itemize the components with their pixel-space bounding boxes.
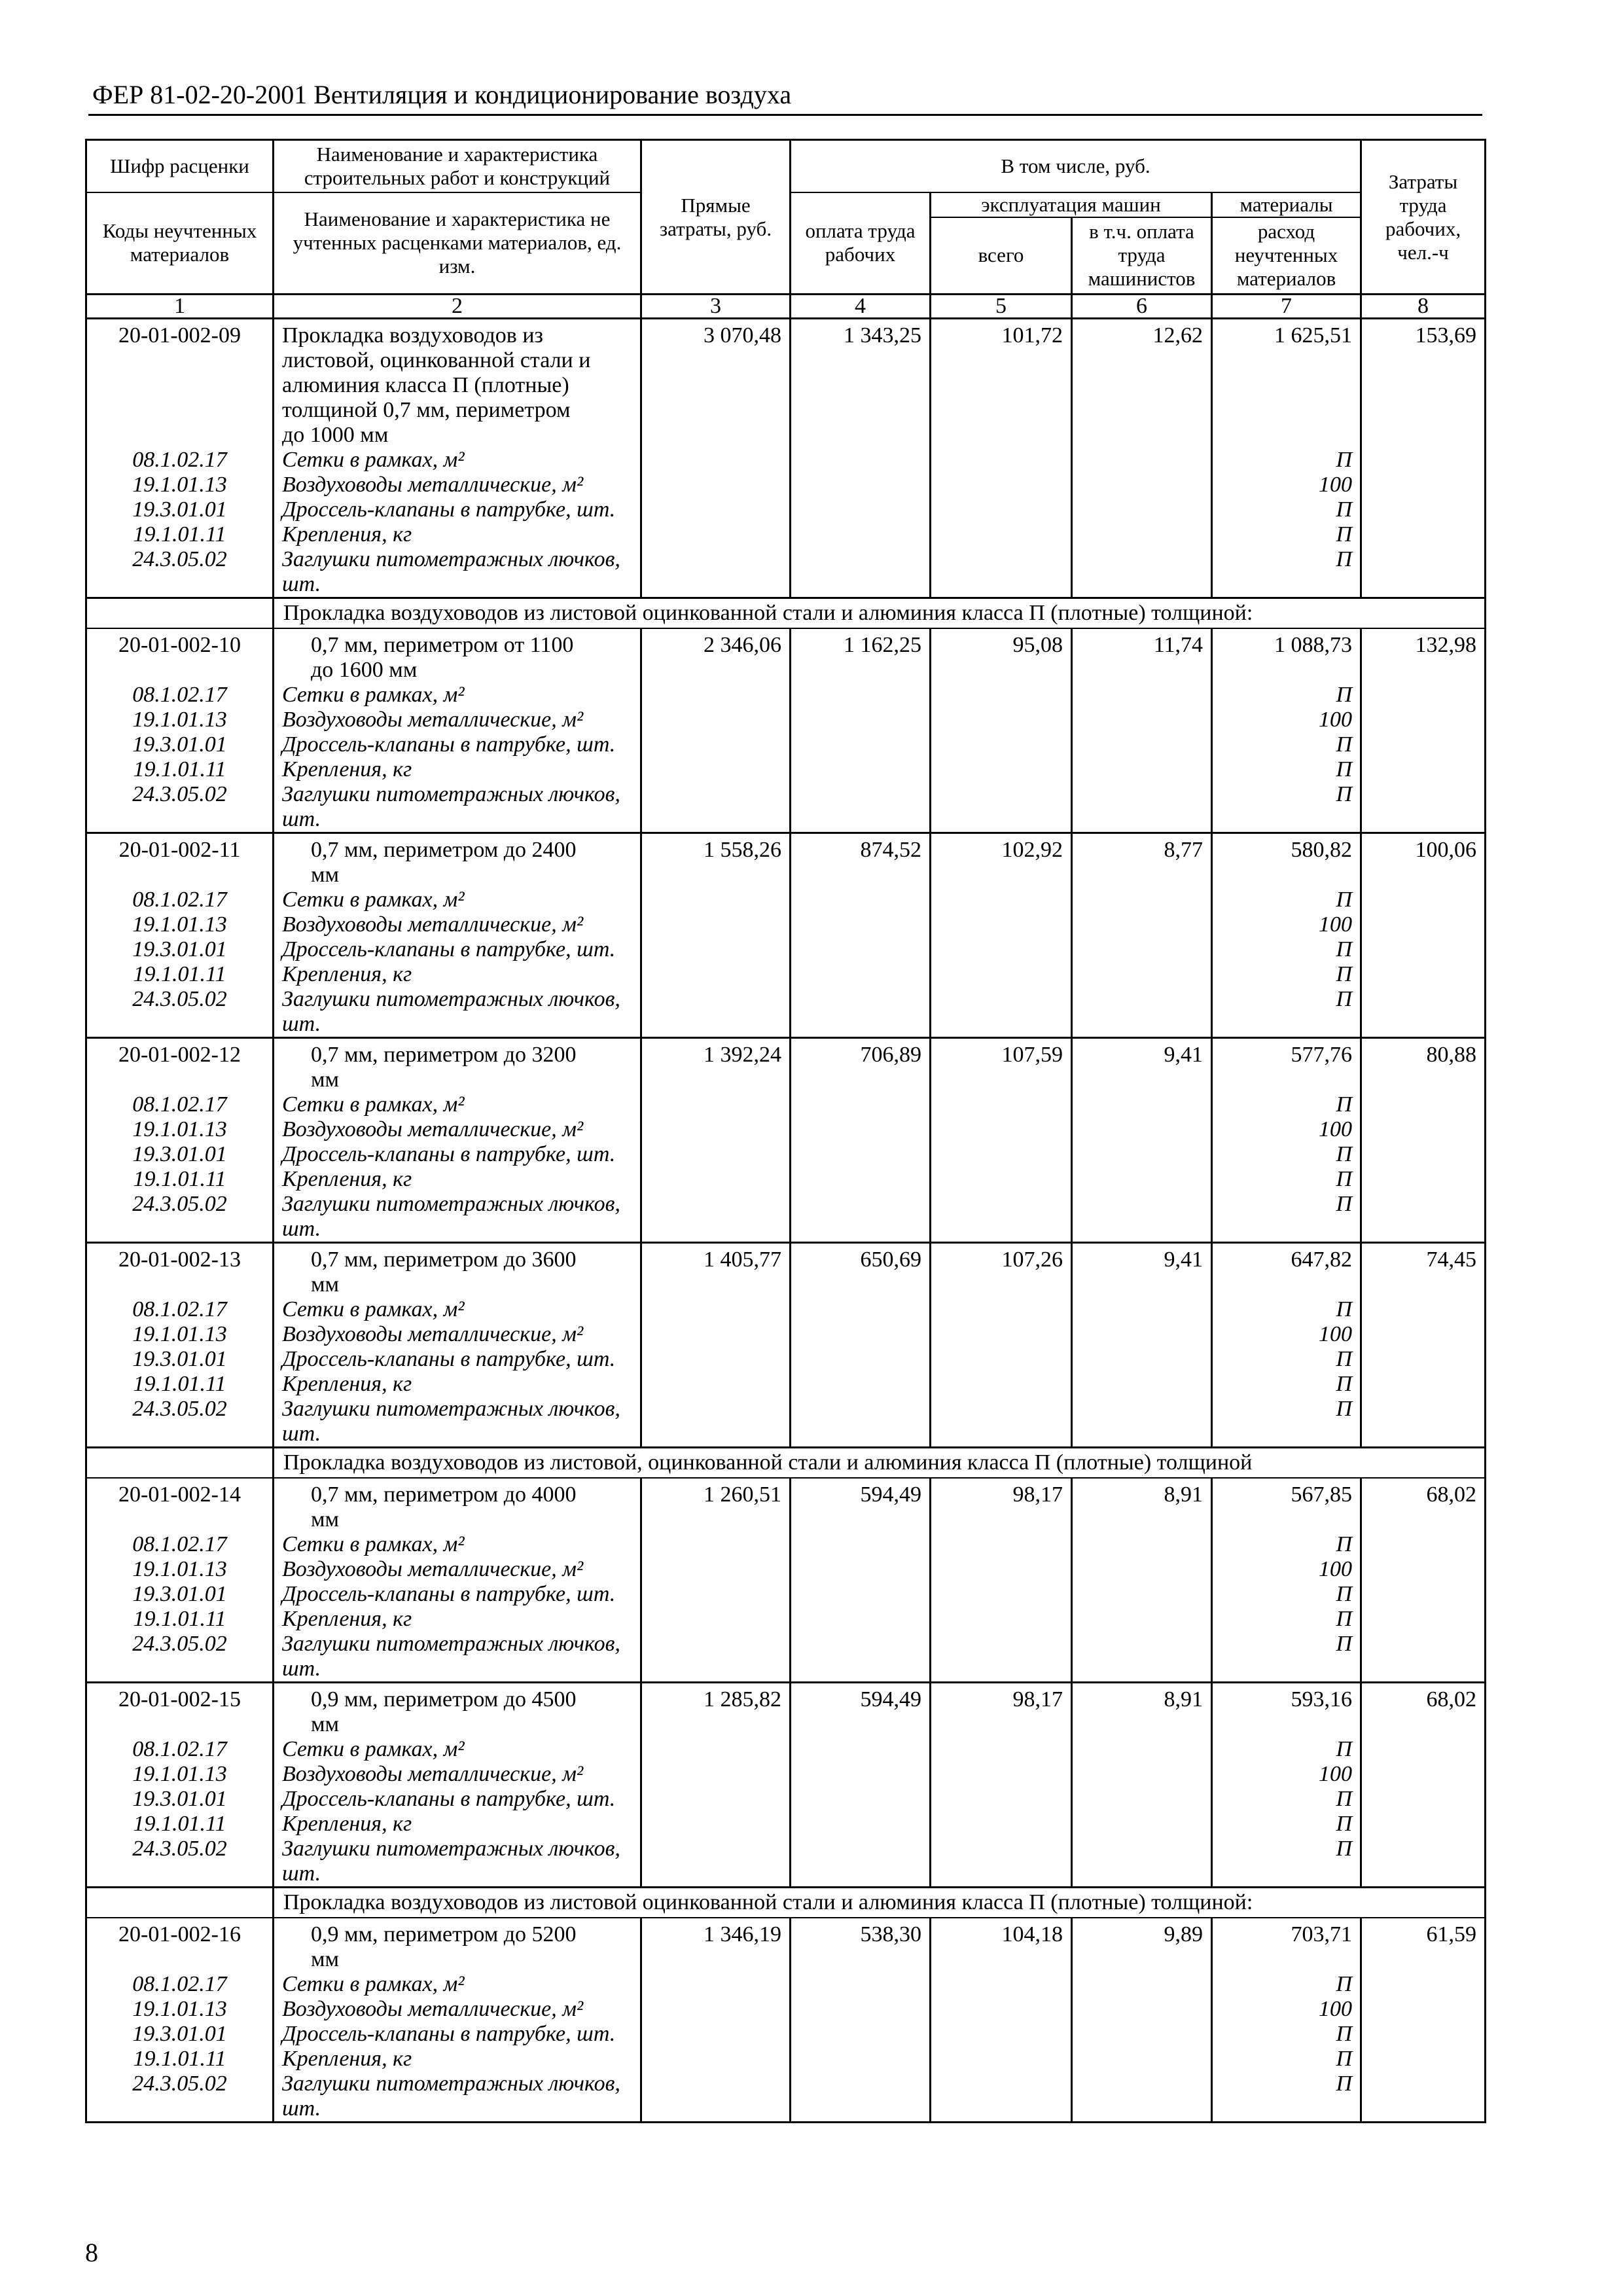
material-consumption (1212, 807, 1361, 833)
material-code: 08.1.02.17 (86, 1297, 274, 1322)
material-name: Заглушки питометражных лючков, (274, 1837, 641, 1861)
materials-cost: 567,85 (1212, 1478, 1361, 1532)
material-code: 08.1.02.17 (86, 448, 274, 473)
material-code (86, 1012, 274, 1038)
materials-cost: 1 088,73 (1212, 628, 1361, 683)
direct-cost: 1 285,82 (641, 1683, 791, 1888)
material-name: Сетки в рамках, м² (274, 1737, 641, 1762)
operators-pay: 9,89 (1072, 1918, 1212, 2123)
material-code (86, 572, 274, 598)
machine-cost: 101,72 (931, 319, 1072, 598)
material-code: 08.1.02.17 (86, 1532, 274, 1557)
material-consumption: П (1212, 1167, 1361, 1192)
material-consumption: П (1212, 2047, 1361, 2072)
material-code: 24.3.05.02 (86, 1837, 274, 1861)
material-name: шт. (274, 1217, 641, 1243)
labor-hours: 80,88 (1361, 1038, 1486, 1243)
operators-pay: 8,91 (1072, 1683, 1212, 1888)
material-consumption: 100 (1212, 473, 1361, 497)
material-code: 08.1.02.17 (86, 1737, 274, 1762)
material-code: 19.3.01.01 (86, 1142, 274, 1167)
material-code: 19.1.01.13 (86, 1997, 274, 2022)
material-code: 08.1.02.17 (86, 888, 274, 912)
material-consumption: 100 (1212, 1322, 1361, 1347)
material-code: 19.1.01.11 (86, 522, 274, 547)
material-name: Воздуховоды металлические, м² (274, 473, 641, 497)
material-code: 24.3.05.02 (86, 2072, 274, 2096)
material-consumption: П (1212, 732, 1361, 757)
material-code: 19.1.01.13 (86, 1762, 274, 1787)
material-consumption (1212, 572, 1361, 598)
material-code: 19.1.01.13 (86, 708, 274, 732)
material-name: шт. (274, 807, 641, 833)
material-code: 19.3.01.01 (86, 1582, 274, 1607)
direct-cost: 2 346,06 (641, 628, 791, 833)
labor-pay: 706,89 (791, 1038, 931, 1243)
direct-cost: 3 070,48 (641, 319, 791, 598)
operators-pay: 8,77 (1072, 833, 1212, 1038)
material-code: 19.3.01.01 (86, 1347, 274, 1372)
material-consumption: П (1212, 497, 1361, 522)
material-code: 19.3.01.01 (86, 732, 274, 757)
rate-code: 20-01-002-09 (86, 319, 274, 448)
rate-name-line: листовой, оцинкованной стали и (282, 348, 591, 372)
material-name: Воздуховоды металлические, м² (274, 1117, 641, 1142)
material-code: 24.3.05.02 (86, 987, 274, 1012)
material-name: Дроссель-клапаны в патрубке, шт. (274, 1787, 641, 1812)
material-name: Крепления, кг (274, 1372, 641, 1397)
material-consumption: П (1212, 1347, 1361, 1372)
rate-name-line: 0,7 мм, периметром до 2400 (311, 838, 577, 862)
material-consumption: П (1212, 522, 1361, 547)
rate-name-line: мм (311, 1507, 340, 1532)
material-code: 08.1.02.17 (86, 683, 274, 708)
material-consumption: П (1212, 987, 1361, 1012)
labor-pay: 594,49 (791, 1478, 931, 1683)
labor-hours: 74,45 (1361, 1243, 1486, 1448)
column-number: 4 (791, 295, 931, 319)
material-name: Крепления, кг (274, 1607, 641, 1632)
material-code: 19.1.01.11 (86, 1167, 274, 1192)
material-consumption: П (1212, 1632, 1361, 1657)
material-name: шт. (274, 1012, 641, 1038)
material-code: 24.3.05.02 (86, 1632, 274, 1657)
material-consumption (1212, 1217, 1361, 1243)
rate-name-line: 0,7 мм, периметром до 3600 (311, 1247, 577, 1272)
rate-code: 20-01-002-14 (86, 1478, 274, 1532)
rate-name-line: мм (311, 863, 340, 887)
rate-code: 20-01-002-10 (86, 628, 274, 683)
material-consumption (1212, 1657, 1361, 1683)
section-row (86, 1888, 1486, 1918)
column-number: 6 (1072, 295, 1212, 319)
material-consumption: П (1212, 888, 1361, 912)
rate-row (86, 628, 1486, 683)
material-name: Воздуховоды металлические, м² (274, 912, 641, 937)
machine-cost: 98,17 (931, 1478, 1072, 1683)
rate-name-line: 0,9 мм, периметром до 5200 (311, 1922, 577, 1946)
rate-name-line: мм (311, 1067, 340, 1092)
material-consumption: П (1212, 1142, 1361, 1167)
rate-name (274, 319, 641, 448)
rate-row (86, 1683, 1486, 1738)
section-row (86, 598, 1486, 629)
section-heading: Прокладка воздуховодов из листовой оцинкованной стали и алюминия класса П (плотные) толщиной: (274, 1888, 1486, 1918)
material-name: Дроссель-клапаны в патрубке, шт. (274, 732, 641, 757)
rate-name-line: до 1000 мм (282, 423, 389, 447)
material-code: 19.1.01.11 (86, 1812, 274, 1837)
material-name: Дроссель-клапаны в патрубке, шт. (274, 1347, 641, 1372)
rate-code: 20-01-002-13 (86, 1243, 274, 1298)
material-name: Крепления, кг (274, 2047, 641, 2072)
operators-pay: 9,41 (1072, 1243, 1212, 1448)
material-code: 19.3.01.01 (86, 497, 274, 522)
table-body (86, 319, 1486, 2123)
material-name: Сетки в рамках, м² (274, 888, 641, 912)
material-consumption: П (1212, 1812, 1361, 1837)
material-consumption (1212, 1422, 1361, 1448)
column-number: 1 (86, 295, 274, 319)
material-name: Воздуховоды металлические, м² (274, 708, 641, 732)
material-code: 24.3.05.02 (86, 782, 274, 807)
rate-row (86, 833, 1486, 888)
material-consumption (1212, 1861, 1361, 1888)
material-code: 19.1.01.13 (86, 1557, 274, 1582)
material-name: шт. (274, 1657, 641, 1683)
rate-name (274, 628, 641, 683)
machine-cost: 104,18 (931, 1918, 1072, 2123)
materials-cost: 703,71 (1212, 1918, 1361, 1972)
material-name: Сетки в рамках, м² (274, 1092, 641, 1117)
material-code: 19.3.01.01 (86, 937, 274, 962)
page-header (88, 73, 1482, 116)
rate-row (86, 1478, 1486, 1532)
header-codes-unaccounted: Коды неучтенных материалов (86, 192, 274, 295)
material-consumption: П (1212, 1972, 1361, 1997)
material-consumption: П (1212, 1192, 1361, 1217)
material-name: Сетки в рамках, м² (274, 1297, 641, 1322)
material-name: Дроссель-клапаны в патрубке, шт. (274, 937, 641, 962)
material-consumption: 100 (1212, 1997, 1361, 2022)
header-labor-cost: Затраты труда рабочих, чел.-ч (1361, 140, 1486, 295)
material-name: шт. (274, 572, 641, 598)
material-code: 08.1.02.17 (86, 1092, 274, 1117)
material-name: шт. (274, 1422, 641, 1448)
material-code (86, 1422, 274, 1448)
material-consumption: П (1212, 448, 1361, 473)
material-code: 08.1.02.17 (86, 1972, 274, 1997)
material-name: Воздуховоды металлические, м² (274, 1997, 641, 2022)
material-name: Заглушки питометражных лючков, (274, 782, 641, 807)
material-code (86, 807, 274, 833)
rate-name-line: до 1600 мм (311, 658, 418, 682)
page-number: 8 (85, 2238, 98, 2267)
labor-pay: 650,69 (791, 1243, 931, 1448)
column-number: 3 (641, 295, 791, 319)
material-consumption: 100 (1212, 1557, 1361, 1582)
rate-name-line: 0,7 мм, периметром до 4000 (311, 1482, 577, 1507)
material-consumption: П (1212, 547, 1361, 572)
material-consumption: П (1212, 962, 1361, 987)
header-labor-pay: оплата труда рабочих (791, 192, 931, 295)
labor-hours: 132,98 (1361, 628, 1486, 833)
material-consumption (1212, 2096, 1361, 2123)
material-code: 19.1.01.11 (86, 962, 274, 987)
material-code: 19.1.01.11 (86, 757, 274, 782)
material-consumption: П (1212, 1532, 1361, 1557)
material-consumption: П (1212, 2022, 1361, 2047)
labor-hours: 68,02 (1361, 1683, 1486, 1888)
section-heading: Прокладка воздуховодов из листовой оцинкованной стали и алюминия класса П (плотные) толщиной: (274, 598, 1486, 629)
materials-cost: 580,82 (1212, 833, 1361, 888)
material-consumption: П (1212, 1397, 1361, 1422)
material-code: 19.1.01.13 (86, 1322, 274, 1347)
machine-cost: 98,17 (931, 1683, 1072, 1888)
material-name: Заглушки питометражных лючков, (274, 1192, 641, 1217)
rate-name-line: Прокладка воздуховодов из (282, 323, 543, 348)
material-name: Сетки в рамках, м² (274, 448, 641, 473)
rates-table (85, 139, 1486, 2123)
operators-pay: 9,41 (1072, 1038, 1212, 1243)
rate-row (86, 1038, 1486, 1093)
operators-pay: 11,74 (1072, 628, 1212, 833)
rate-name (274, 1038, 641, 1093)
material-code (86, 1217, 274, 1243)
rate-name (274, 1918, 641, 1972)
material-name: Заглушки питометражных лючков, (274, 1632, 641, 1657)
material-name: Заглушки питометражных лючков, (274, 547, 641, 572)
material-consumption: П (1212, 1297, 1361, 1322)
rate-row (86, 1918, 1486, 1972)
labor-pay: 538,30 (791, 1918, 931, 2123)
direct-cost: 1 392,24 (641, 1038, 791, 1243)
rate-row (86, 1243, 1486, 1298)
column-number: 8 (1361, 295, 1486, 319)
material-name: Дроссель-клапаны в патрубке, шт. (274, 2022, 641, 2047)
rate-code: 20-01-002-15 (86, 1683, 274, 1738)
material-code: 19.3.01.01 (86, 1787, 274, 1812)
labor-hours: 61,59 (1361, 1918, 1486, 2123)
material-consumption: П (1212, 1582, 1361, 1607)
direct-cost: 1 405,77 (641, 1243, 791, 1448)
material-consumption: 100 (1212, 708, 1361, 732)
material-code: 24.3.05.02 (86, 1397, 274, 1422)
header-materials: материалы (1212, 192, 1361, 217)
document-title: ФЕР 81-02-20-2001 Вентиляция и кондиционирование воздуха (92, 80, 792, 109)
header-code: Шифр расценки (86, 140, 274, 192)
material-consumption: П (1212, 1372, 1361, 1397)
material-code: 19.1.01.11 (86, 1607, 274, 1632)
header-machine-op: эксплуатация машин (931, 192, 1212, 217)
rate-code: 20-01-002-12 (86, 1038, 274, 1093)
direct-cost: 1 260,51 (641, 1478, 791, 1683)
material-consumption: П (1212, 782, 1361, 807)
rate-name-line: мм (311, 1272, 340, 1297)
rate-row (86, 319, 1486, 448)
material-name: Сетки в рамках, м² (274, 683, 641, 708)
machine-cost: 107,26 (931, 1243, 1072, 1448)
labor-pay: 1 343,25 (791, 319, 931, 598)
column-number: 5 (931, 295, 1072, 319)
section-row (86, 1448, 1486, 1479)
section-heading: Прокладка воздуховодов из листовой, оцинкованной стали и алюминия класса П (плотные) толщиной (274, 1448, 1486, 1479)
material-name: Заглушки питометражных лючков, (274, 2072, 641, 2096)
rate-name-line: мм (311, 1947, 340, 1971)
labor-hours: 100,06 (1361, 833, 1486, 1038)
header-total: всего (931, 217, 1072, 295)
header-operators-pay: в т.ч. оплата труда машинистов (1072, 217, 1212, 295)
material-name: Сетки в рамках, м² (274, 1532, 641, 1557)
column-numbers-row (86, 295, 1486, 319)
material-consumption: П (1212, 683, 1361, 708)
material-code: 24.3.05.02 (86, 1192, 274, 1217)
material-name: Сетки в рамках, м² (274, 1972, 641, 1997)
header-name-top: Наименование и характеристика строительных работ и конструкций (274, 140, 641, 192)
labor-pay: 1 162,25 (791, 628, 931, 833)
column-number: 7 (1212, 295, 1361, 319)
header-materials-consumption: расход неучтенных материалов (1212, 217, 1361, 295)
section-spacer (86, 1448, 274, 1479)
labor-hours: 68,02 (1361, 1478, 1486, 1683)
rate-name-line: толщиной 0,7 мм, периметром (282, 398, 571, 422)
material-code: 19.3.01.01 (86, 2022, 274, 2047)
material-consumption (1212, 1012, 1361, 1038)
material-name: Крепления, кг (274, 1812, 641, 1837)
material-consumption: П (1212, 1787, 1361, 1812)
table-header (86, 140, 1486, 319)
material-name: Крепления, кг (274, 757, 641, 782)
rate-name-line: 0,7 мм, периметром от 1100 (311, 633, 574, 657)
material-code: 19.1.01.11 (86, 1372, 274, 1397)
material-code: 24.3.05.02 (86, 547, 274, 572)
material-name: Воздуховоды металлические, м² (274, 1762, 641, 1787)
rate-name (274, 833, 641, 888)
rate-name-line: 0,9 мм, периметром до 4500 (311, 1687, 577, 1712)
rate-name (274, 1243, 641, 1298)
material-name: Дроссель-клапаны в патрубке, шт. (274, 1582, 641, 1607)
section-spacer (86, 1888, 274, 1918)
material-consumption: 100 (1212, 1762, 1361, 1787)
labor-pay: 594,49 (791, 1683, 931, 1888)
rate-name-line: мм (311, 1712, 340, 1736)
rate-code: 20-01-002-11 (86, 833, 274, 888)
material-name: шт. (274, 1861, 641, 1888)
operators-pay: 8,91 (1072, 1478, 1212, 1683)
direct-cost: 1 558,26 (641, 833, 791, 1038)
labor-pay: 874,52 (791, 833, 931, 1038)
material-consumption: 100 (1212, 912, 1361, 937)
material-consumption: П (1212, 1092, 1361, 1117)
material-consumption: П (1212, 1737, 1361, 1762)
machine-cost: 95,08 (931, 628, 1072, 833)
material-code: 19.1.01.13 (86, 1117, 274, 1142)
material-name: шт. (274, 2096, 641, 2123)
header-direct: Прямые затраты, руб. (641, 140, 791, 295)
labor-hours: 153,69 (1361, 319, 1486, 598)
material-consumption: П (1212, 937, 1361, 962)
material-name: Крепления, кг (274, 1167, 641, 1192)
material-consumption: П (1212, 1607, 1361, 1632)
rate-name-line: 0,7 мм, периметром до 3200 (311, 1043, 577, 1067)
material-name: Воздуховоды металлические, м² (274, 1557, 641, 1582)
material-consumption: 100 (1212, 1117, 1361, 1142)
material-consumption: П (1212, 757, 1361, 782)
materials-cost: 647,82 (1212, 1243, 1361, 1298)
material-code: 19.1.01.13 (86, 912, 274, 937)
material-code (86, 2096, 274, 2123)
material-name: Воздуховоды металлические, м² (274, 1322, 641, 1347)
material-name: Дроссель-клапаны в патрубке, шт. (274, 497, 641, 522)
material-name: Крепления, кг (274, 522, 641, 547)
header-including: В том числе, руб. (791, 140, 1361, 192)
rate-name-line: алюминия класса П (плотные) (282, 373, 569, 397)
rate-name (274, 1683, 641, 1738)
materials-cost: 577,76 (1212, 1038, 1361, 1093)
material-code (86, 1861, 274, 1888)
direct-cost: 1 346,19 (641, 1918, 791, 2123)
material-code: 19.1.01.13 (86, 473, 274, 497)
rate-name (274, 1478, 641, 1532)
operators-pay: 12,62 (1072, 319, 1212, 598)
material-consumption: П (1212, 2072, 1361, 2096)
material-name: Крепления, кг (274, 962, 641, 987)
column-number: 2 (274, 295, 641, 319)
material-code (86, 1657, 274, 1683)
materials-cost: 593,16 (1212, 1683, 1361, 1738)
machine-cost: 102,92 (931, 833, 1072, 1038)
header-name-bottom: Наименование и характеристика не учтенных расценками материалов, ед. изм. (274, 192, 641, 295)
materials-cost: 1 625,51 (1212, 319, 1361, 448)
material-name: Дроссель-клапаны в патрубке, шт. (274, 1142, 641, 1167)
material-name: Заглушки питометражных лючков, (274, 987, 641, 1012)
rate-code: 20-01-002-16 (86, 1918, 274, 1972)
material-code: 19.1.01.11 (86, 2047, 274, 2072)
machine-cost: 107,59 (931, 1038, 1072, 1243)
material-name: Заглушки питометражных лючков, (274, 1397, 641, 1422)
section-spacer (86, 598, 274, 629)
material-consumption: П (1212, 1837, 1361, 1861)
